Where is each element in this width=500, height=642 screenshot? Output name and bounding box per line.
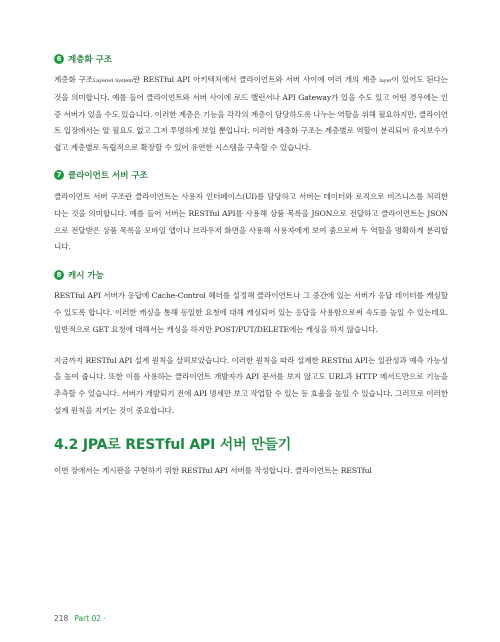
section-paragraph: RESTful API 서버가 응답에 Cache-Control 헤더를 설정해 클라이언트나 그 중간에 있는 서버가 응답 데이터를 캐싱할 수 있도록 합니다. 이러한 캐싱을 통해 동일한 요청에 대해 캐싱되어 있는 응답을 사용함으로써 속도를 높일 수 있는데요. 일반적으로 GET 요청에 대해서는 캐싱을 하지만 POST/PUT/DELETE에는 캐싱을 하지 않습니다. — [54, 291, 448, 334]
text-run: 란 RESTful API 아키텍처에서 클라이언트와 서버 사이에 여러 개의 계층 — [132, 75, 377, 84]
summary-paragraph: 지금까지 RESTful API 설계 원칙을 살펴보았습니다. 이러한 원칙을 따라 설계한 RESTful API는 일관성과 예측 가능성을 높여 줍니다. 또한 이를 사용하는 클라이언트 개발자가 API 문서를 보지 않고도 URL과 HTTP 메서드만으로 기능을 추측할 수 있습니다. 서버가 개발되기 전에 API 명세만 보고 작업할 수 있는 등 효율을 높일 수 있습니다. 그러므로 이러한 설계 원칙을 지키는 것이 중요합니다. — [54, 355, 448, 415]
section-heading-cacheable — [54, 268, 448, 281]
section-title: 계층화 구조 — [68, 54, 113, 65]
page-number: 218 — [54, 614, 69, 623]
text-run: 이 있어도 된다는 것을 의미합니다. 예를 들어 클라이언트와 서버 사이에 로드 밸런서나 API Gateway가 있을 수도 있고 어떤 경우에는 인증 서버가 있을 수도 있습니다. 이러한 계층은 기능을 각각의 계층이 담당하도록 나누는 역할을 위해 필요하지만, 클라이언트 입장에서는 알 필요도 없고 그저 투명하게 보일 뿐입니다. 이러한 계층화 구조는 계층별로 역할이 분리되어 유지보수가 쉽고 계층별로 독립적으로 확장할 수 있어 유연한 시스템을 구축할 수 있습니다. — [54, 75, 448, 153]
term-english: layer — [379, 78, 392, 84]
section-heading-layered — [54, 52, 448, 65]
chapter-heading: 4.2 JPA로 RESTful API 서버 만들기 — [54, 436, 292, 453]
text-run: 계층화 구조 — [54, 75, 94, 84]
section-paragraph: 클라이언트 서버 구조란 클라이언트는 사용자 인터페이스(UI)를 담당하고 서버는 데이터와 로직으로 비즈니스를 처리한다는 것을 의미합니다. 예를 들어 서버는 RESTful API를 사용해 상품 목록을 JSON으로 전달하고 클라이언트는 JSON으로 전달받은 상품 목록을 모바일 앱이나 브라우저 화면을 사용해 사용자에게 보여 줌으로써 두 역할을 명확하게 분리합니다. — [54, 191, 448, 252]
part-label: Part 02 · — [74, 614, 106, 623]
section-number-badge: 8 — [54, 270, 64, 280]
section-paragraph — [54, 72, 448, 157]
section-number-badge: 7 — [54, 170, 64, 180]
section-title: 클라이언트 서버 구조 — [68, 171, 148, 182]
intro-paragraph: 이번 장에서는 게시판을 구현하기 위한 RESTful API 서버를 작성합니다. 클라이언트는 RESTful — [54, 465, 372, 475]
term-english: Layered System — [93, 78, 133, 84]
section-number-badge: 6 — [54, 54, 64, 64]
page-content — [54, 52, 448, 480]
section-heading-client-server — [54, 169, 448, 182]
page-footer — [54, 614, 106, 623]
section-title: 캐시 가능 — [68, 270, 104, 281]
